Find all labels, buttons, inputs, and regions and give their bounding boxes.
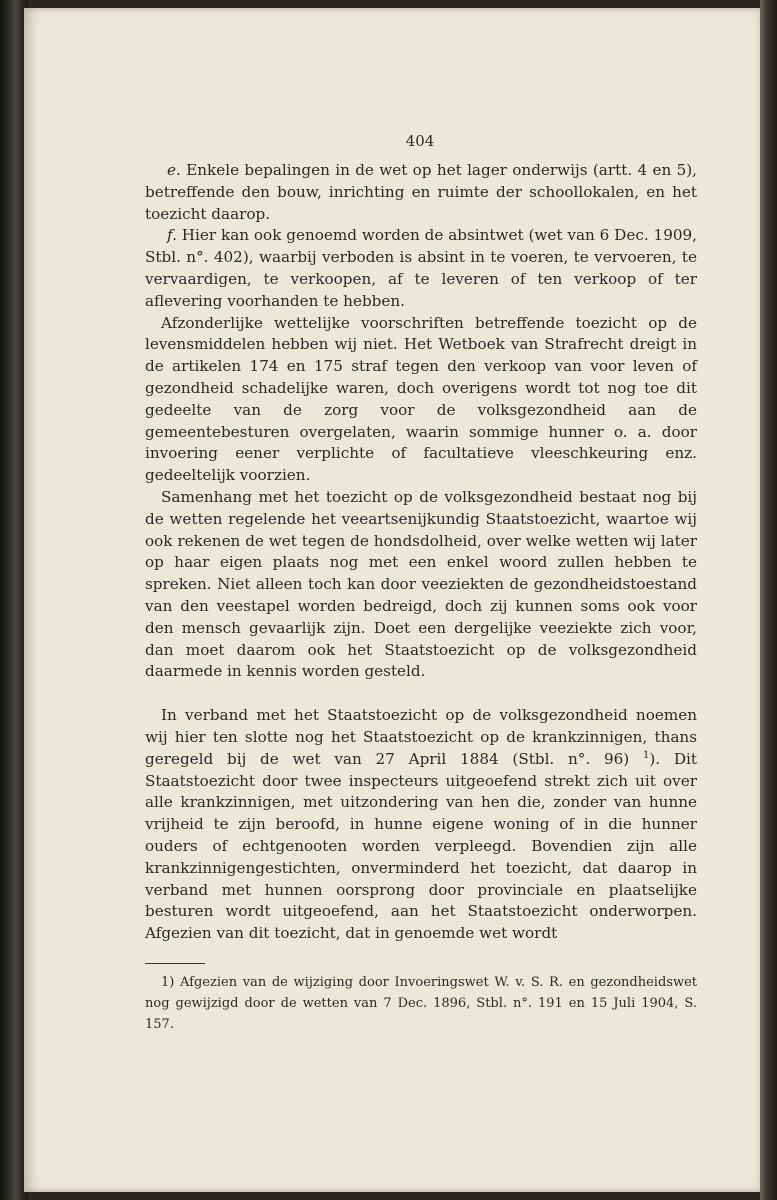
paragraph-levensmiddelen: Afzonderlijke wettelijke voorschriften betreffende toezicht op de levensmiddelen hebben wij niet. Het Wetboek van Strafrecht dreigt in de artikelen 174 en 175 straf tegen den verkoop van voor leven of gezondheid schadelijke waren, doch overigens wordt tot nog toe dit gedeelte van de zorg voor de volksgezondheid aan de gemeentebesturen overgelaten, waarin sommige hunner o. a. door invoering eener verplichte of facultatieve vleeschkeuring enz. gedeeltelijk voorzien. bbox=[145, 313, 697, 485]
item-text-f: Hier kan ook genoemd worden de absintwet (wet van 6 Dec. 1909, Stbl. n°. 402), waarbij verboden is absint in te voeren, te vervoeren, te vervaardigen, te verkoopen, af te leveren of ten verkoop of ter aflevering voorhanden te hebben. bbox=[145, 226, 698, 310]
paragraph-e bbox=[145, 160, 697, 225]
footnote-separator bbox=[145, 963, 205, 964]
krankzinnigen-text-start: In verband met het Staatstoezicht op de volksgezondheid noemen wij hier ten slotte nog het Staatstoezicht op de krankzinnigen, thans geregeld bij de wet van 27 April 1884 (Stbl. n°. 96) bbox=[145, 706, 697, 768]
paragraph-f bbox=[145, 225, 697, 312]
body-text bbox=[145, 160, 697, 945]
item-label-f: f. bbox=[167, 226, 177, 245]
paragraph-gap bbox=[145, 683, 697, 705]
paragraph-veeartsenijkundig: Samenhang met het toezicht op de volksgezondheid bestaat nog bij de wetten regelende het veeartsenijkundig Staatstoezicht, waartoe wij ook rekenen de wet tegen de hondsdolheid, over welke wetten wij later op haar eigen plaats nog met een enkel woord zullen hebben te spreken. Niet alleen toch kan door veeziekten de gezondheidstoestand van den veestapel worden bedreigd, doch zij kunnen soms ook voor den mensch gevaarlijk zijn. Doet een dergelijke veeziekte zich voor, dan moet daarom ook het Staatstoezicht op de volksgezondheid daarmede in kennis worden gesteld. bbox=[145, 487, 697, 681]
footnote-marker: 1) bbox=[161, 975, 175, 990]
item-label-e: e. bbox=[167, 161, 181, 179]
paragraph-krankzinnigen bbox=[145, 705, 697, 945]
footnote bbox=[145, 972, 697, 1035]
krankzinnigen-text-end: ). Dit Staatstoezicht door twee inspecteurs uitgeoefend strekt zich uit over alle krankzinnigen, met uitzondering van hen die, zonder van hunne vrijheid te zijn beroofd, in hunne eigene woning of in die hunner ouders of echtgenooten worden verpleegd. Bovendien zijn alle krankzinnigengestichten, onverminderd het toezicht, dat daarop in verband met hunnen oorsprong door provinciale en plaatselijke besturen wordt uitgeoefend, aan het Staatstoezicht onderworpen. Afgezien van dit toezicht, dat in genoemde wet wordt bbox=[145, 749, 698, 943]
page-number: 404 bbox=[405, 132, 435, 150]
footnote-reference: 1 bbox=[643, 749, 650, 761]
item-text-e: Enkele bepalingen in de wet op het lager onderwijs (artt. 4 en 5), betreffende den bouw, inrichting en ruimte der schoollokalen, en het toezicht daarop. bbox=[145, 161, 698, 223]
footnote-text: Afgezien van de wijziging door Invoeringswet W. v. S. R. en gezondheidswet nog gewijzigd door de wetten van 7 Dec. 1896, Stbl. n°. 191 en 15 Juli 1904, S. 157. bbox=[145, 975, 698, 1032]
page-edge-shadow bbox=[760, 0, 777, 1200]
